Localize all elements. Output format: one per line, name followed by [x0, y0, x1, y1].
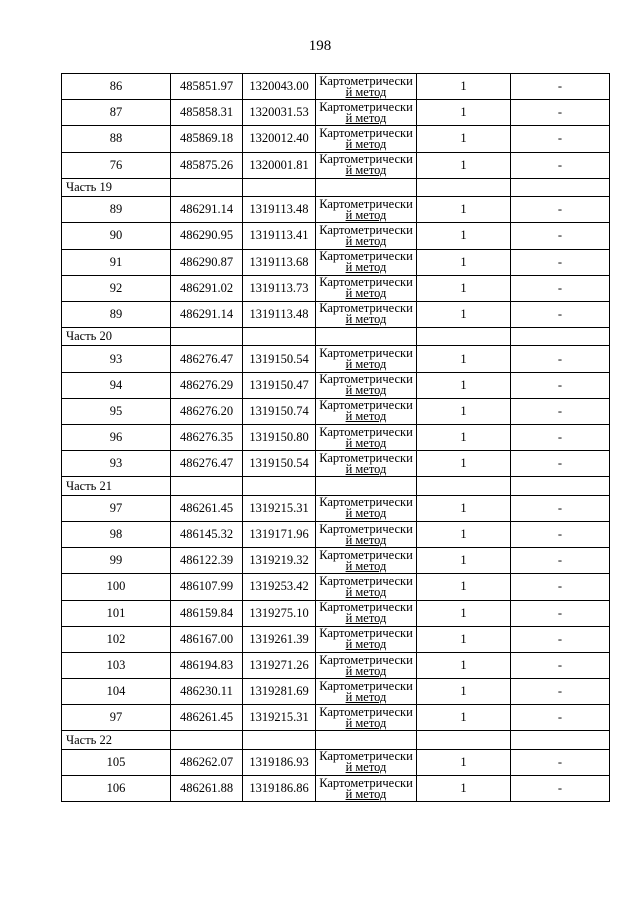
- description-cell: -: [511, 346, 610, 372]
- description-cell: -: [511, 574, 610, 600]
- method-text-line2: й метод: [345, 558, 387, 573]
- method-text-line1: Картометрически: [319, 249, 413, 264]
- empty-cell: [316, 731, 417, 749]
- accuracy-cell: 1: [417, 398, 511, 424]
- method-cell: [316, 223, 417, 249]
- empty-cell: [243, 178, 316, 196]
- y-coordinate-cell: 1319275.10: [243, 600, 316, 626]
- description-cell: -: [511, 495, 610, 521]
- description-cell: -: [511, 521, 610, 547]
- section-label: Часть 19: [62, 178, 171, 196]
- point-number-cell: 92: [62, 275, 171, 301]
- x-coordinate-cell: 486291.02: [171, 275, 243, 301]
- method-cell: [316, 574, 417, 600]
- x-coordinate-cell: 485869.18: [171, 126, 243, 152]
- method-text-line2: й метод: [345, 383, 387, 398]
- description-cell: -: [511, 152, 610, 178]
- x-coordinate-cell: 486276.35: [171, 425, 243, 451]
- method-cell: [316, 626, 417, 652]
- point-number-cell: 76: [62, 152, 171, 178]
- method-cell: [316, 425, 417, 451]
- point-number-cell: 103: [62, 652, 171, 678]
- table-row: [62, 197, 610, 223]
- table-row: [62, 346, 610, 372]
- method-text-line2: й метод: [345, 233, 387, 248]
- empty-cell: [243, 328, 316, 346]
- y-coordinate-cell: 1319281.69: [243, 679, 316, 705]
- point-number-cell: 104: [62, 679, 171, 705]
- empty-cell: [171, 328, 243, 346]
- section-row: [62, 477, 610, 495]
- accuracy-cell: 1: [417, 679, 511, 705]
- empty-cell: [171, 731, 243, 749]
- x-coordinate-cell: 486167.00: [171, 626, 243, 652]
- method-text-line2: й метод: [345, 611, 387, 626]
- accuracy-cell: 1: [417, 574, 511, 600]
- method-cell: [316, 521, 417, 547]
- x-coordinate-cell: 485875.26: [171, 152, 243, 178]
- empty-cell: [243, 731, 316, 749]
- description-cell: -: [511, 679, 610, 705]
- table-row: [62, 249, 610, 275]
- description-cell: -: [511, 223, 610, 249]
- point-number-cell: 89: [62, 197, 171, 223]
- accuracy-cell: 1: [417, 126, 511, 152]
- description-cell: -: [511, 126, 610, 152]
- table-row: [62, 749, 610, 775]
- page-number: 198: [308, 38, 332, 54]
- point-number-cell: 87: [62, 100, 171, 126]
- empty-cell: [316, 178, 417, 196]
- point-number-cell: 96: [62, 425, 171, 451]
- method-cell: [316, 652, 417, 678]
- description-cell: -: [511, 275, 610, 301]
- description-cell: -: [511, 425, 610, 451]
- x-coordinate-cell: 486262.07: [171, 749, 243, 775]
- method-cell: [316, 776, 417, 802]
- y-coordinate-cell: 1319113.73: [243, 275, 316, 301]
- y-coordinate-cell: 1319215.31: [243, 495, 316, 521]
- method-text-line1: Картометрически: [319, 275, 413, 290]
- point-number-cell: 91: [62, 249, 171, 275]
- method-text-line2: й метод: [345, 689, 387, 704]
- method-text-line1: Картометрически: [319, 222, 413, 237]
- x-coordinate-cell: 486276.47: [171, 451, 243, 477]
- method-text-line2: й метод: [345, 286, 387, 301]
- description-cell: -: [511, 100, 610, 126]
- y-coordinate-cell: 1319253.42: [243, 574, 316, 600]
- accuracy-cell: 1: [417, 223, 511, 249]
- method-text-line1: Картометрически: [319, 775, 413, 790]
- point-number-cell: 88: [62, 126, 171, 152]
- table-row: [62, 626, 610, 652]
- section-label: Часть 22: [62, 731, 171, 749]
- method-text-line2: й метод: [345, 637, 387, 652]
- method-text-line2: й метод: [345, 461, 387, 476]
- method-cell: [316, 100, 417, 126]
- method-cell: [316, 152, 417, 178]
- method-cell: [316, 74, 417, 100]
- method-text-line2: й метод: [345, 84, 387, 99]
- y-coordinate-cell: 1319186.86: [243, 776, 316, 802]
- y-coordinate-cell: 1319113.41: [243, 223, 316, 249]
- point-number-cell: 106: [62, 776, 171, 802]
- empty-cell: [316, 477, 417, 495]
- method-cell: [316, 679, 417, 705]
- point-number-cell: 89: [62, 301, 171, 327]
- method-text-line1: Картометрически: [319, 704, 413, 719]
- empty-cell: [511, 477, 610, 495]
- method-text-line1: Картометрически: [319, 125, 413, 140]
- table-row: [62, 74, 610, 100]
- accuracy-cell: 1: [417, 600, 511, 626]
- point-number-cell: 97: [62, 495, 171, 521]
- accuracy-cell: 1: [417, 74, 511, 100]
- method-text-line1: Картометрически: [319, 652, 413, 667]
- point-number-cell: 95: [62, 398, 171, 424]
- accuracy-cell: 1: [417, 749, 511, 775]
- method-cell: [316, 346, 417, 372]
- method-text-line1: Картометрически: [319, 424, 413, 439]
- y-coordinate-cell: 1319171.96: [243, 521, 316, 547]
- method-text-line2: й метод: [345, 584, 387, 599]
- accuracy-cell: 1: [417, 100, 511, 126]
- method-text-line1: Картометрически: [319, 573, 413, 588]
- accuracy-cell: 1: [417, 548, 511, 574]
- method-text-line2: й метод: [345, 715, 387, 730]
- method-cell: [316, 548, 417, 574]
- method-cell: [316, 398, 417, 424]
- section-row: [62, 328, 610, 346]
- point-number-cell: 101: [62, 600, 171, 626]
- x-coordinate-cell: 485858.31: [171, 100, 243, 126]
- method-text-line2: й метод: [345, 357, 387, 372]
- x-coordinate-cell: 486194.83: [171, 652, 243, 678]
- x-coordinate-cell: 486261.88: [171, 776, 243, 802]
- table-row: [62, 679, 610, 705]
- method-text-line1: Картометрически: [319, 346, 413, 361]
- point-number-cell: 98: [62, 521, 171, 547]
- method-cell: [316, 372, 417, 398]
- x-coordinate-cell: 486122.39: [171, 548, 243, 574]
- method-cell: [316, 600, 417, 626]
- accuracy-cell: 1: [417, 249, 511, 275]
- point-number-cell: 90: [62, 223, 171, 249]
- empty-cell: [417, 731, 511, 749]
- method-text-line1: Картометрически: [319, 196, 413, 211]
- description-cell: -: [511, 301, 610, 327]
- method-cell: [316, 197, 417, 223]
- description-cell: -: [511, 249, 610, 275]
- method-text-line2: й метод: [345, 435, 387, 450]
- method-text-line2: й метод: [345, 663, 387, 678]
- empty-cell: [511, 178, 610, 196]
- accuracy-cell: 1: [417, 626, 511, 652]
- table-row: [62, 372, 610, 398]
- accuracy-cell: 1: [417, 451, 511, 477]
- description-cell: -: [511, 398, 610, 424]
- y-coordinate-cell: 1319150.74: [243, 398, 316, 424]
- x-coordinate-cell: 486290.87: [171, 249, 243, 275]
- description-cell: -: [511, 652, 610, 678]
- y-coordinate-cell: 1319150.47: [243, 372, 316, 398]
- accuracy-cell: 1: [417, 776, 511, 802]
- x-coordinate-cell: 486276.20: [171, 398, 243, 424]
- table-row: [62, 425, 610, 451]
- table-row: [62, 301, 610, 327]
- y-coordinate-cell: 1319215.31: [243, 705, 316, 731]
- table-row: [62, 223, 610, 249]
- description-cell: -: [511, 749, 610, 775]
- method-text-line1: Картометрически: [319, 749, 413, 764]
- x-coordinate-cell: 486291.14: [171, 301, 243, 327]
- method-text-line2: й метод: [345, 760, 387, 775]
- description-cell: -: [511, 776, 610, 802]
- accuracy-cell: 1: [417, 197, 511, 223]
- table-row: [62, 548, 610, 574]
- description-cell: -: [511, 600, 610, 626]
- description-cell: -: [511, 372, 610, 398]
- y-coordinate-cell: 1320012.40: [243, 126, 316, 152]
- method-text-line1: Картометрически: [319, 398, 413, 413]
- x-coordinate-cell: 486261.45: [171, 705, 243, 731]
- coordinates-table: [61, 73, 610, 802]
- method-text-line1: Картометрически: [319, 450, 413, 465]
- coordinates-table-body: [62, 74, 610, 802]
- point-number-cell: 97: [62, 705, 171, 731]
- method-text-line1: Картометрически: [319, 301, 413, 316]
- x-coordinate-cell: 486291.14: [171, 197, 243, 223]
- method-text-line1: Картометрически: [319, 73, 413, 88]
- empty-cell: [171, 178, 243, 196]
- empty-cell: [316, 328, 417, 346]
- point-number-cell: 100: [62, 574, 171, 600]
- accuracy-cell: 1: [417, 152, 511, 178]
- accuracy-cell: 1: [417, 521, 511, 547]
- y-coordinate-cell: 1319186.93: [243, 749, 316, 775]
- accuracy-cell: 1: [417, 346, 511, 372]
- table-row: [62, 451, 610, 477]
- x-coordinate-cell: 486276.47: [171, 346, 243, 372]
- x-coordinate-cell: 486145.32: [171, 521, 243, 547]
- description-cell: -: [511, 197, 610, 223]
- point-number-cell: 99: [62, 548, 171, 574]
- description-cell: -: [511, 626, 610, 652]
- empty-cell: [511, 328, 610, 346]
- method-text-line1: Картометрически: [319, 547, 413, 562]
- method-text-line2: й метод: [345, 532, 387, 547]
- x-coordinate-cell: 486290.95: [171, 223, 243, 249]
- method-cell: [316, 301, 417, 327]
- table-row: [62, 152, 610, 178]
- method-cell: [316, 749, 417, 775]
- method-text-line2: й метод: [345, 207, 387, 222]
- accuracy-cell: 1: [417, 372, 511, 398]
- accuracy-cell: 1: [417, 495, 511, 521]
- y-coordinate-cell: 1319113.68: [243, 249, 316, 275]
- x-coordinate-cell: 486159.84: [171, 600, 243, 626]
- y-coordinate-cell: 1320043.00: [243, 74, 316, 100]
- empty-cell: [417, 328, 511, 346]
- method-text-line2: й метод: [345, 786, 387, 801]
- method-text-line1: Картометрически: [319, 99, 413, 114]
- accuracy-cell: 1: [417, 652, 511, 678]
- method-text-line1: Картометрически: [319, 495, 413, 510]
- method-cell: [316, 249, 417, 275]
- method-text-line2: й метод: [345, 163, 387, 178]
- y-coordinate-cell: 1319150.54: [243, 451, 316, 477]
- point-number-cell: 94: [62, 372, 171, 398]
- method-text-line1: Картометрически: [319, 521, 413, 536]
- method-text-line2: й метод: [345, 506, 387, 521]
- method-text-line2: й метод: [345, 260, 387, 275]
- y-coordinate-cell: 1319219.32: [243, 548, 316, 574]
- x-coordinate-cell: 486230.11: [171, 679, 243, 705]
- y-coordinate-cell: 1319150.54: [243, 346, 316, 372]
- x-coordinate-cell: 486107.99: [171, 574, 243, 600]
- method-text-line1: Картометрически: [319, 678, 413, 693]
- table-row: [62, 652, 610, 678]
- table-row: [62, 275, 610, 301]
- section-label: Часть 21: [62, 477, 171, 495]
- y-coordinate-cell: 1319150.80: [243, 425, 316, 451]
- method-cell: [316, 495, 417, 521]
- empty-cell: [417, 477, 511, 495]
- section-row: [62, 178, 610, 196]
- table-row: [62, 100, 610, 126]
- y-coordinate-cell: 1319271.26: [243, 652, 316, 678]
- table-row: [62, 705, 610, 731]
- method-text-line2: й метод: [345, 312, 387, 327]
- method-cell: [316, 705, 417, 731]
- table-row: [62, 574, 610, 600]
- method-text-line1: Картометрически: [319, 152, 413, 167]
- method-cell: [316, 451, 417, 477]
- accuracy-cell: 1: [417, 301, 511, 327]
- table-row: [62, 398, 610, 424]
- point-number-cell: 93: [62, 451, 171, 477]
- y-coordinate-cell: 1319261.39: [243, 626, 316, 652]
- method-text-line1: Картометрически: [319, 600, 413, 615]
- accuracy-cell: 1: [417, 425, 511, 451]
- table-row: [62, 776, 610, 802]
- method-cell: [316, 275, 417, 301]
- y-coordinate-cell: 1319113.48: [243, 197, 316, 223]
- description-cell: -: [511, 74, 610, 100]
- empty-cell: [511, 731, 610, 749]
- accuracy-cell: 1: [417, 705, 511, 731]
- table-row: [62, 600, 610, 626]
- y-coordinate-cell: 1319113.48: [243, 301, 316, 327]
- table-row: [62, 126, 610, 152]
- x-coordinate-cell: 485851.97: [171, 74, 243, 100]
- method-cell: [316, 126, 417, 152]
- y-coordinate-cell: 1320031.53: [243, 100, 316, 126]
- method-text-line2: й метод: [345, 110, 387, 125]
- point-number-cell: 105: [62, 749, 171, 775]
- point-number-cell: 86: [62, 74, 171, 100]
- accuracy-cell: 1: [417, 275, 511, 301]
- description-cell: -: [511, 705, 610, 731]
- section-label: Часть 20: [62, 328, 171, 346]
- method-text-line2: й метод: [345, 136, 387, 151]
- method-text-line1: Картометрически: [319, 372, 413, 387]
- section-row: [62, 731, 610, 749]
- description-cell: -: [511, 548, 610, 574]
- point-number-cell: 102: [62, 626, 171, 652]
- method-text-line2: й метод: [345, 409, 387, 424]
- method-text-line1: Картометрически: [319, 626, 413, 641]
- table-row: [62, 495, 610, 521]
- y-coordinate-cell: 1320001.81: [243, 152, 316, 178]
- description-cell: -: [511, 451, 610, 477]
- x-coordinate-cell: 486261.45: [171, 495, 243, 521]
- empty-cell: [417, 178, 511, 196]
- point-number-cell: 93: [62, 346, 171, 372]
- empty-cell: [243, 477, 316, 495]
- table-row: [62, 521, 610, 547]
- x-coordinate-cell: 486276.29: [171, 372, 243, 398]
- empty-cell: [171, 477, 243, 495]
